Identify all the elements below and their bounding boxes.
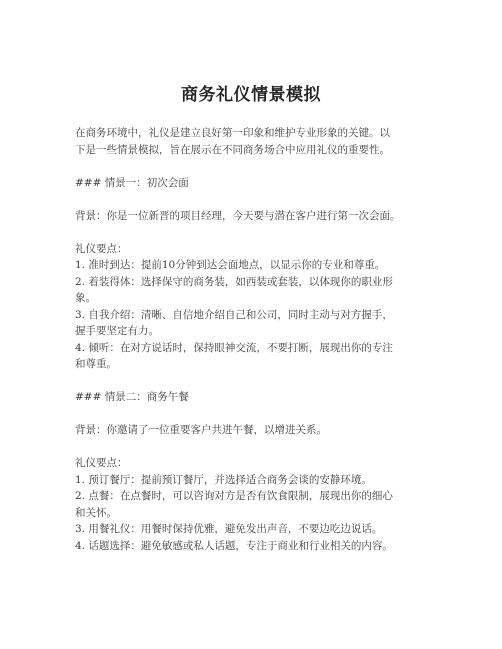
scenario2-point-1: 1. 预订餐厅：提前预订餐厅，并选择适合商务会谈的安静环境。 bbox=[75, 473, 372, 486]
scenario1-point-3a: 3. 自我介绍：清晰、自信地介绍自己和公司，同时主动与对方握手， bbox=[75, 308, 393, 321]
document-title: 商务礼仪情景模拟 bbox=[181, 85, 321, 105]
scenario1-point-4b: 和尊重。 bbox=[75, 358, 117, 370]
spacer bbox=[75, 158, 445, 175]
spacer bbox=[75, 373, 445, 390]
scenario1-point-1: 1. 准时到达：提前10分钟到达会面地点，以显示你的专业和尊重。 bbox=[75, 259, 386, 271]
document-body bbox=[75, 125, 445, 554]
intro-line-2: 下是一些情景模拟，旨在展示在不同商务场合中应用礼仪的重要性。 bbox=[75, 143, 390, 156]
scenario1-background: 背景：你是一位新晋的项目经理，今天要与潜在客户进行第一次会面。 bbox=[75, 209, 401, 222]
scenario2-point-4: 4. 话题选择：避免敏感或私人话题，专注于商业和行业相关的内容。 bbox=[75, 539, 393, 552]
scenario2-heading: ### 情景二：商务午餐 bbox=[75, 391, 189, 403]
scenario1-heading: ### 情景一：初次会面 bbox=[75, 176, 189, 189]
scenario1-points-label: 礼仪要点： bbox=[75, 242, 128, 255]
scenario2-background: 背景：你邀请了一位重要客户共进午餐，以增进关系。 bbox=[75, 424, 327, 436]
scenario2-point-2a: 2. 点餐：在点餐时，可以咨询对方是否有饮食限制，展现出你的细心 bbox=[75, 490, 393, 502]
scenario1-point-4a: 4. 倾听：在对方说话时，保持眼神交流，不要打断，展现出你的专注 bbox=[75, 341, 393, 354]
scenario1-point-2b: 象。 bbox=[75, 292, 96, 304]
scenario2-points-label: 礼仪要点： bbox=[75, 457, 128, 469]
spacer bbox=[75, 406, 445, 423]
spacer bbox=[75, 439, 445, 456]
scenario1-point-2a: 2. 着装得体：选择保守的商务装，如西装或套装，以体现你的职业形 bbox=[75, 275, 393, 288]
scenario1-point-3b: 握手要坚定有力。 bbox=[75, 325, 159, 337]
spacer bbox=[75, 191, 445, 208]
spacer bbox=[75, 224, 445, 241]
scenario2-point-2b: 和关怀。 bbox=[75, 506, 117, 519]
intro-line-1: 在商务环境中，礼仪是建立良好第一印象和维护专业形象的关键。以 bbox=[75, 127, 390, 139]
scenario2-point-3: 3. 用餐礼仪：用餐时保持优雅，避免发出声音，不要边吃边说话。 bbox=[75, 523, 383, 535]
